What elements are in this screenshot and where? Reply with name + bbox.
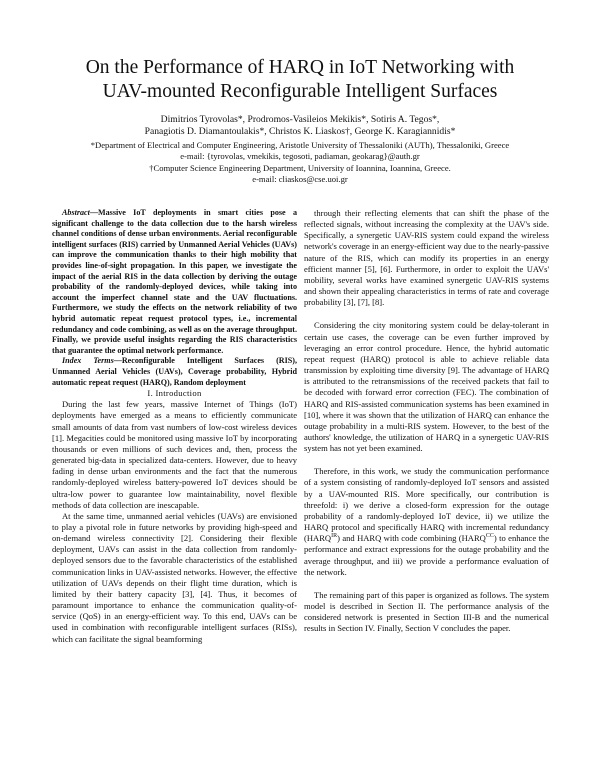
abstract-text: —Massive IoT deployments in smart cities pose a significant challenge to the data collection due to the harsh wireless channel conditions of dense urban environments. Aerial reconfigurable intelligent surfaces (RIS) carried by Unmanned Aerial Vehicles (UAVs) can improve the communication thanks to their high mobility that provides line-of-sight propagation. In this paper, we investigate the impact of the aerial RIS in the data collection by deriving the outage probability of the randomly-deployed devices, while taking into account the imperfect channel state and the UAV fluctuations. Furthermore, we study the effects on the network reliability of two hybrid automatic repeat request protocol types, i.e., incremental redundancy and code combining, as well as on the average throughput. Finally, we provide useful insights regarding the RIS characteristics that guarantee the optimal network performance. [52, 208, 297, 355]
right-paragraph-2: Considering the city monitoring system could be delay-tolerant in certain use cases, the coverage can be even further improved by leveraging an error control procedure. Hence, the hybrid automatic repeat request (HARQ) protocol is able to achieve reliable data transmission by exploiting time diversity [9]. The advantage of HARQ is attributed to the retransmissions of the received packets that fail to be decoded with forward error correction (FEC). The combination of HARQ and RIS-assisted communication systems has been examined in [10], where it was shown that the utilization of HARQ can enhance the outage probability in a multi-RIS system. However, to the best of the authors' knowledge, the utilization of HARQ in a synergetic UAV-RIS system has not yet been examined. [304, 320, 549, 454]
left-column [52, 208, 297, 645]
intro-paragraph-2: At the same time, unmanned aerial vehicles (UAVs) are envisioned to play a pivotal role in future networks by providing high-speed and on-demand wireless connectivity [2]. Considering their flexible deployment, UAVs can assist in the data collection from randomly-deployed sensors due to the favorable characteristics of the established communication links in UAV-assisted networks. However, the effective utilization of UAVs depends on their flight time duration, which is limited by their battery capacity [3], [4]. Thus, it becomes of paramount importance to enhance the communication quality-of-service (QoS) in an energy-efficient way. To this end, UAVs can be used in combination with reconfigurable intelligent surfaces (RISs), which can facilitate the signal beamforming [52, 510, 297, 644]
right-paragraph-4: The remaining part of this paper is organized as follows. The system model is described in Section II. The performance analysis of the considered network is presented in Section III-B and the numerical results in Section IV. Finally, Section V concludes the paper. [304, 589, 549, 634]
contribution-text-a: Therefore, in this work, we study the communication performance of a system consisting of randomly-deployed IoT sensors and assisted by a UAV-mounted RIS. More specifically, our contribution is threefold: i) we derive a closed-form expression for the outage probability of a randomly-deployed IoT device, ii) we utilize the HARQ protocol and specifically HARQ with incremental redundancy (HARQ [304, 466, 549, 544]
index-terms [52, 356, 297, 388]
right-paragraph-3 [304, 466, 549, 578]
title-line-2: UAV-mounted Reconfigurable Intelligent Surfaces [102, 81, 498, 102]
right-paragraph-1: through their reflecting elements that can shift the phase of the reflected signals, without increasing the complexity at the UAV's side. Specifically, a synergetic UAV-RIS system could expand the wireless network's coverage in an energy-efficient way due to the nearly-passive nature of the RIS, which can modify its properties in an energy efficient manner [5], [6]. Furthermore, in order to exploit the UAVs' mobility, several works have examined synergetic UAV-RIS systems and shown their appealing characteristics in terms of rate and coverage probability [3], [7], [8]. [304, 208, 549, 308]
harq-cc-superscript: CC [485, 533, 494, 540]
contribution-text-c: ) to enhance the performance and extract expressions for the outage probability and the average throughput, and iii) we provide a performance evaluation of the network. [304, 533, 549, 577]
authors-line-2: Panagiotis D. Diamantoulakis*, Christos K. Liaskos†, George K. Karagiannidis* [144, 126, 456, 138]
abstract [52, 208, 297, 356]
author-list [40, 114, 560, 138]
harq-ir-superscript: IR [331, 533, 338, 540]
index-terms-label: Index Terms [62, 356, 114, 366]
affiliations [30, 140, 570, 186]
affiliation-2: †Computer Science Engineering Department, University of Ioannina, Ioannina, Greece. [149, 162, 451, 173]
intro-paragraph-1: During the last few years, massive Internet of Things (IoT) deployments have emerged as a means to efficiently communicate small amounts of data from vast numbers of low-cost wireless devices [1]. Megacities could be monitored using massive IoT by incorporating thousands or even millions of such devices and, then, process the generated big-data in specialized data-centers. However, due to heavy fading in dense urban environments and the fact that the numerous randomly-deployed wireless battery-powered IoT devices should be ultra-low power to guarantee low maintainability, novel flexible methods of data collection are inescapable. [52, 399, 297, 510]
index-terms-text: —Reconfigurable Intelligent Surfaces (RIS), Unmanned Aerial Vehicles (UAVs), Coverage probability, Hybrid automatic repeat request (HARQ), Random deployment [52, 356, 297, 387]
email-2: e-mail: cliaskos@cse.uoi.gr [252, 174, 348, 185]
section-heading-introduction: I. Introduction [147, 388, 202, 399]
right-column [304, 208, 549, 634]
title-line-1: On the Performance of HARQ in IoT Networking with [85, 57, 515, 78]
abstract-label: Abstract [62, 208, 90, 217]
authors-line-1: Dimitrios Tyrovolas*, Prodromos-Vasileios Mekikis*, Sotiris A. Tegos*, [160, 114, 440, 125]
paper-title [40, 56, 560, 104]
affiliation-1: *Department of Electrical and Computer Engineering, Aristotle University of Thessaloniki (AUTh), Thessaloniki, Greece [90, 140, 510, 150]
contribution-text-b: ) and HARQ with code combining (HARQ [337, 533, 486, 544]
email-1: e-mail: {tyrovolas, vmekikis, tegosoti, padiaman, geokarag}@auth.gr [180, 151, 420, 162]
